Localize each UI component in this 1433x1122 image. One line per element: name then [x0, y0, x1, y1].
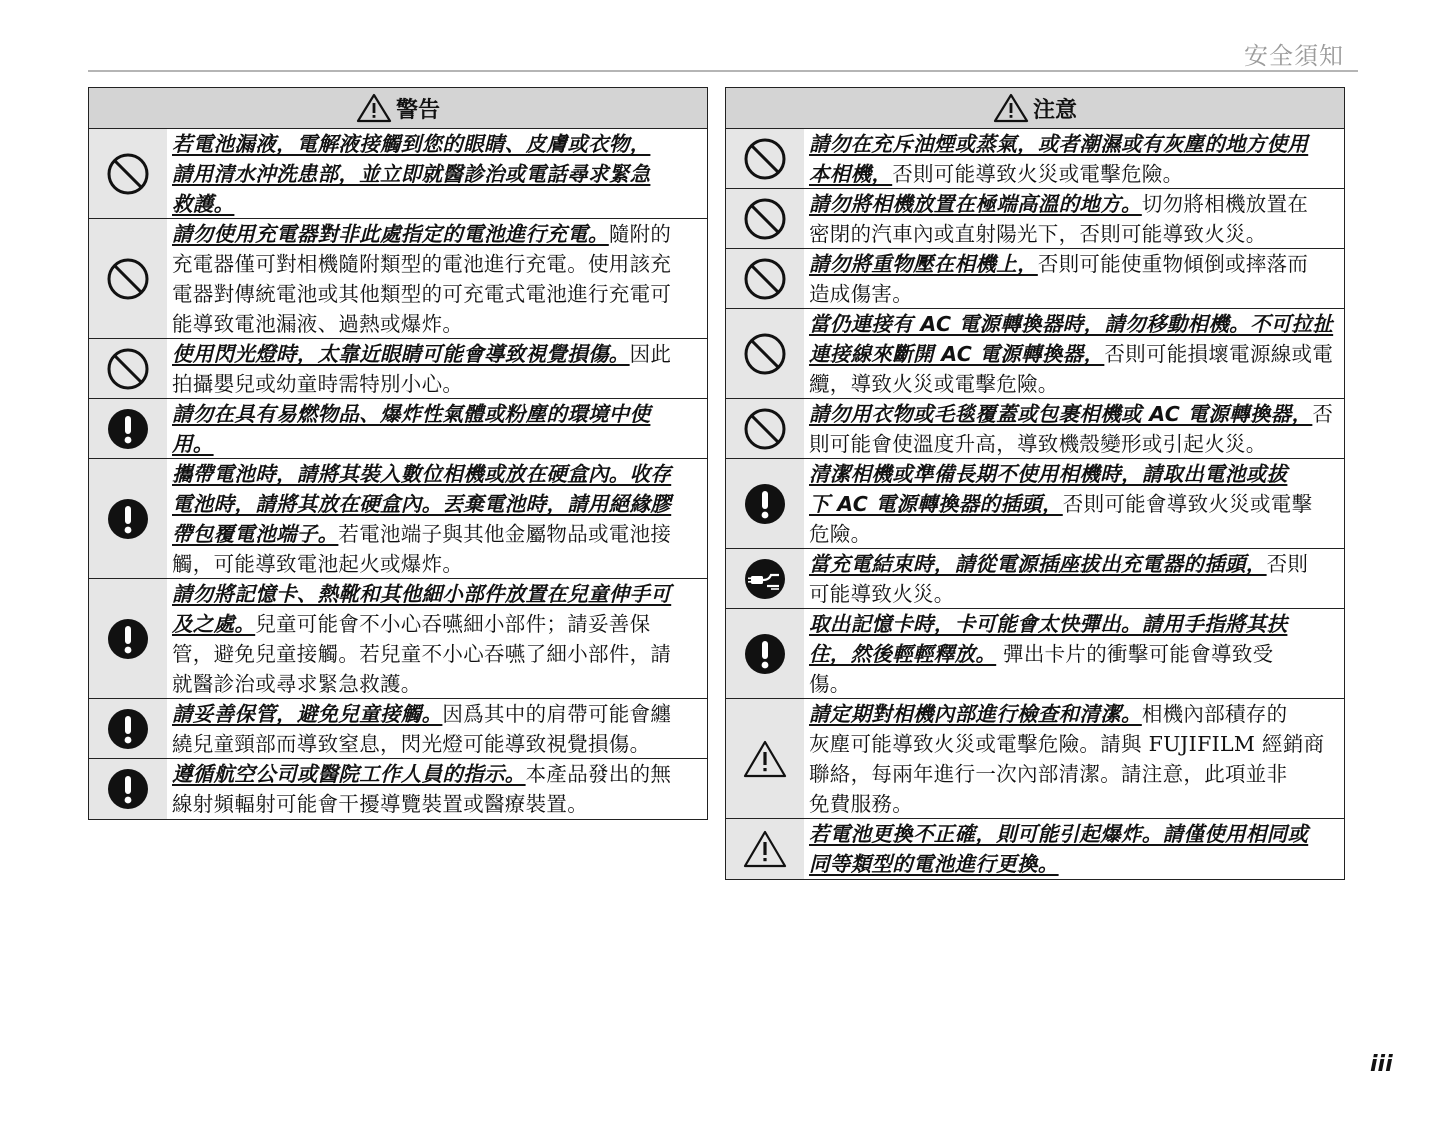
caution-text — [804, 309, 1344, 398]
warning-emphasis: 若電池漏液，電解液接觸到您的眼睛、皮膚或衣物， 請用清水沖洗患部，並立即就醫診治或電話尋求緊急 救護。 — [172, 132, 651, 216]
mandatory-icon — [743, 632, 787, 676]
warning-text — [167, 759, 707, 819]
icon-cell — [726, 819, 804, 879]
prohibition-icon — [743, 407, 787, 451]
warning-row — [89, 759, 707, 819]
caution-row — [726, 699, 1344, 819]
warning-body: 因爲其中的肩帶可能會纏 繞兒童頸部而導致窒息，閃光燈可能導致視覺損傷。 — [172, 702, 672, 756]
caution-row — [726, 819, 1344, 879]
caution-row — [726, 549, 1344, 609]
warning-row — [89, 399, 707, 459]
warning-body: 兒童可能會不小心吞嚥細小部件；請妥善保 管，避免兒童接觸。若兒童不小心吞嚥了細小部件，請 就醫診治或尋求緊急救護。 — [172, 612, 672, 696]
caution-row — [726, 189, 1344, 249]
warning-body: 若電池端子與其他金屬物品或電池接 觸，可能導致電池起火或爆炸。 — [172, 522, 672, 576]
caution-emphasis: 請定期對相機內部進行檢查和清潔。 — [809, 702, 1142, 726]
warning-row — [89, 699, 707, 759]
caution-body: 切勿將相機放置在 密閉的汽車內或直射陽光下，否則可能導致火災。 — [809, 192, 1309, 246]
warning-emphasis: 遵循航空公司或醫院工作人員的指示。 — [172, 762, 526, 786]
icon-cell — [89, 339, 167, 398]
mandatory-icon — [106, 617, 150, 661]
warning-text — [167, 129, 707, 218]
caution-panel — [725, 87, 1345, 880]
warning-row — [89, 339, 707, 399]
warning-panel — [88, 87, 708, 820]
warning-row — [89, 129, 707, 219]
caution-row — [726, 309, 1344, 399]
caution-row — [726, 249, 1344, 309]
caution-body: 否則可能會導致火災或電擊 危險。 — [809, 492, 1313, 546]
icon-cell — [89, 219, 167, 338]
caution-text — [804, 549, 1344, 608]
header-rule — [88, 70, 1358, 72]
caution-body: 相機內部積存的 灰塵可能導致火災或電擊危險。請與 FUJIFILM 經銷商 聯絡，每兩年進行一次內部清潔。請注意，此項並非 免費服務。 — [809, 702, 1325, 816]
caution-text — [804, 609, 1344, 698]
icon-cell — [726, 549, 804, 608]
prohibition-icon — [743, 257, 787, 301]
warning-text — [167, 459, 707, 578]
warning-text — [167, 339, 707, 398]
caution-body: 否則可能使重物傾倒或摔落而 造成傷害。 — [809, 252, 1309, 306]
caution-emphasis: 請勿在充斥油煙或蒸氣，或者潮濕或有灰塵的地方使用 本相機， — [809, 132, 1309, 186]
caution-emphasis: 若電池更換不正確，則可能引起爆炸。請僅使用相同或 同等類型的電池進行更換。 — [809, 822, 1309, 876]
caution-row — [726, 609, 1344, 699]
icon-cell — [726, 309, 804, 398]
caution-row — [726, 459, 1344, 549]
caution-emphasis: 請勿將重物壓在相機上， — [809, 252, 1038, 276]
caution-row — [726, 399, 1344, 459]
mandatory-icon — [106, 497, 150, 541]
caution-body: 否則 可能導致火災。 — [809, 552, 1309, 606]
warning-text — [167, 579, 707, 698]
caution-body: 否則可能損壞電源線或電 纜，導致火災或電擊危險。 — [809, 342, 1334, 396]
warning-triangle-icon — [993, 93, 1029, 123]
page-number: iii — [1370, 1052, 1393, 1077]
warning-row — [89, 579, 707, 699]
icon-cell — [89, 129, 167, 218]
icon-cell — [89, 459, 167, 578]
mandatory-icon — [743, 482, 787, 526]
warning-text — [167, 699, 707, 758]
icon-cell — [726, 189, 804, 248]
caution-body: 否則可能導致火災或電擊危險。 — [892, 162, 1184, 186]
warning-panel-header — [89, 88, 707, 129]
warning-emphasis: 請妥善保管，避免兒童接觸。 — [172, 702, 443, 726]
page-header-title: 安全須知 — [1244, 42, 1344, 70]
icon-cell — [89, 399, 167, 458]
caution-emphasis: 請勿將相機放置在極端高溫的地方。 — [809, 192, 1142, 216]
mandatory-icon — [106, 767, 150, 811]
unplug-icon — [743, 557, 787, 601]
prohibition-icon — [106, 257, 150, 301]
caution-text — [804, 129, 1344, 188]
caution-text — [804, 819, 1344, 879]
icon-cell — [726, 609, 804, 698]
caution-emphasis: 請勿用衣物或毛毯覆蓋或包裹相機或 AC 電源轉換器， — [809, 402, 1313, 426]
warning-row — [89, 219, 707, 339]
caution-emphasis: 清潔相機或準備長期不使用相機時，請取出電池或拔 下 AC 電源轉換器的插頭， — [809, 462, 1288, 516]
prohibition-icon — [106, 152, 150, 196]
caution-panel-header — [726, 88, 1344, 129]
prohibition-icon — [743, 332, 787, 376]
warning-row — [89, 459, 707, 579]
warning-body: 因此 拍攝嬰兒或幼童時需特別小心。 — [172, 342, 672, 396]
warning-emphasis: 使用閃光燈時，太靠近眼睛可能會導致視覺損傷。 — [172, 342, 630, 366]
warning-emphasis: 請勿將記憶卡、熱靴和其他細小部件放置在兒童伸手可 及之處。 — [172, 582, 672, 636]
warning-panel-title: 警告 — [395, 97, 440, 123]
caution-text — [804, 189, 1344, 248]
warning-emphasis: 請勿在具有易燃物品、爆炸性氣體或粉塵的環境中使 用。 — [172, 402, 651, 456]
caution-body: 彈出卡片的衝擊可能會導致受 傷。 — [809, 642, 1274, 696]
icon-cell — [726, 249, 804, 308]
caution-emphasis: 取出記憶卡時，卡可能會太快彈出。請用手指將其扶 住，然後輕輕釋放。 — [809, 612, 1288, 666]
warning-emphasis: 攜帶電池時，請將其裝入數位相機或放在硬盒內。收存 電池時，請將其放在硬盒內。丟棄電池時，請用絕緣膠 帶包覆電池端子。 — [172, 462, 672, 546]
prohibition-icon — [743, 197, 787, 241]
warning-text — [167, 219, 707, 338]
icon-cell — [89, 699, 167, 758]
caution-triangle-icon — [742, 829, 788, 869]
icon-cell — [726, 699, 804, 818]
caution-triangle-icon — [742, 739, 788, 779]
caution-body: 否 則可能會使溫度升高，導致機殼變形或引起火災。 — [809, 402, 1334, 456]
icon-cell — [726, 399, 804, 458]
mandatory-icon — [106, 707, 150, 751]
warning-body: 本產品發出的無 線射頻輻射可能會干擾導覽裝置或醫療裝置。 — [172, 762, 672, 816]
mandatory-icon — [106, 407, 150, 451]
prohibition-icon — [106, 347, 150, 391]
icon-cell — [726, 129, 804, 188]
caution-emphasis: 當充電結束時，請從電源插座拔出充電器的插頭， — [809, 552, 1267, 576]
icon-cell — [89, 759, 167, 819]
caution-emphasis: 當仍連接有 AC 電源轉換器時，請勿移動相機。不可拉扯 連接線來斷開 AC 電源轉換器， — [809, 312, 1334, 366]
caution-text — [804, 399, 1344, 458]
icon-cell — [726, 459, 804, 548]
caution-text — [804, 459, 1344, 548]
caution-text — [804, 699, 1344, 818]
caution-row — [726, 129, 1344, 189]
caution-text — [804, 249, 1344, 308]
warning-triangle-icon — [356, 93, 392, 123]
icon-cell — [89, 579, 167, 698]
warning-body: 隨附的 充電器僅可對相機隨附類型的電池進行充電。使用該充 電器對傳統電池或其他類型的可充電式電池進行充電可 能導致電池漏液、過熱或爆炸。 — [172, 222, 672, 336]
prohibition-icon — [743, 137, 787, 181]
caution-panel-title: 注意 — [1032, 97, 1077, 123]
warning-emphasis: 請勿使用充電器對非此處指定的電池進行充電。 — [172, 222, 609, 246]
warning-text — [167, 399, 707, 458]
